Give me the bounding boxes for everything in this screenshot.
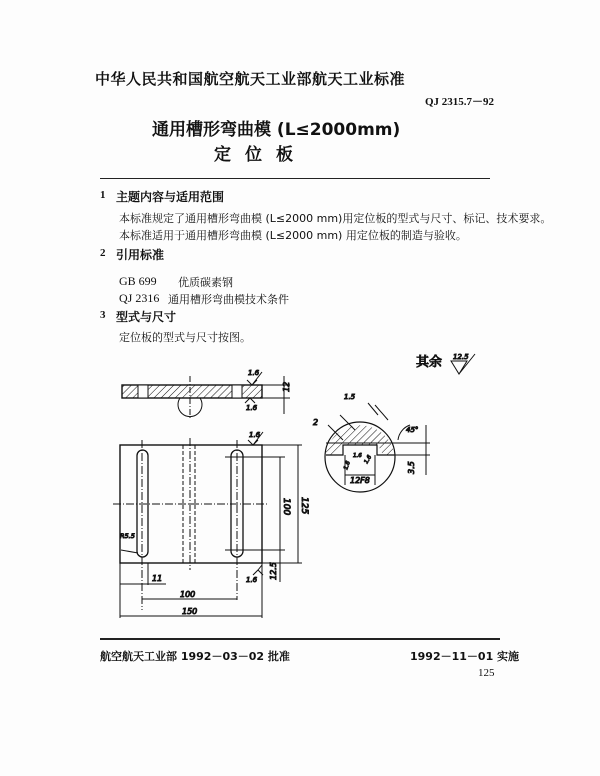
roughness-label: 1.6 xyxy=(246,404,258,412)
detail-fit: 12F8 xyxy=(350,476,370,485)
effective-date: 1992－11－01 实施 xyxy=(410,650,520,663)
roughness-label: 1.6 xyxy=(363,454,374,465)
document-subtitle: 定位板 xyxy=(214,145,307,165)
detail-view xyxy=(325,403,430,492)
dimension-125: 125 xyxy=(299,497,309,515)
dimension-12-5: 12.5 xyxy=(269,562,278,580)
detail-dimension-3-5: 3.5 xyxy=(407,461,416,474)
detail-angle: 45° xyxy=(406,426,419,434)
front-view xyxy=(113,432,302,618)
roughness-label: 1.6 xyxy=(246,576,258,584)
reference-code: QJ 2316 xyxy=(119,291,160,305)
paragraph: 本标准适用于通用槽形弯曲模 (L≤2000 mm) 用定位板的制造与验收。 xyxy=(119,229,467,242)
reference-title: 通用槽形弯曲模技术条件 xyxy=(168,293,289,306)
section-number: 1 xyxy=(100,189,106,201)
dimension-slot-width: 11 xyxy=(152,574,163,583)
dimension-width: 150 xyxy=(182,607,198,616)
dimension-radius: R5.5 xyxy=(120,532,135,540)
roughness-label: 1.6 xyxy=(343,460,352,471)
document-title: 通用槽形弯曲模 (L≤2000mm) xyxy=(152,120,401,140)
dimension-thickness: 12 xyxy=(282,381,291,392)
section-heading: 主题内容与适用范围 xyxy=(116,190,225,204)
approval-info: 航空航天工业部 1992－03－02 批准 xyxy=(100,650,290,663)
paragraph: 本标准规定了通用槽形弯曲模 (L≤2000 mm)用定位板的型式与尺寸、标记、技术要求。 xyxy=(119,212,552,225)
reference-code: GB 699 xyxy=(119,274,157,288)
roughness-label: 1.6 xyxy=(353,453,362,459)
side-section-view xyxy=(122,372,290,418)
roughness-label: 1.6 xyxy=(248,369,260,377)
reference-title: 优质碳素钢 xyxy=(178,276,233,289)
footer-divider xyxy=(100,638,500,640)
section-heading: 型式与尺寸 xyxy=(116,310,177,324)
standard-code: QJ 2315.7－92 xyxy=(425,96,495,108)
issuer-heading: 中华人民共和国航空航天工业部航天工业标准 xyxy=(95,70,406,88)
section-number: 3 xyxy=(100,309,106,321)
detail-dimension-2: 2 xyxy=(313,418,319,427)
section-heading: 引用标准 xyxy=(116,248,165,262)
roughness-value: 12.5 xyxy=(453,353,469,361)
roughness-label: 1.6 xyxy=(249,431,261,439)
roughness-note: 其余 xyxy=(416,355,443,370)
detail-chamfer-1-5: 1.5 xyxy=(344,393,356,401)
paragraph: 定位板的型式与尺寸按图。 xyxy=(119,331,251,344)
section-number: 2 xyxy=(100,247,106,259)
page-number: 125 xyxy=(478,667,495,679)
dimension-100-vertical: 100 xyxy=(281,498,291,516)
dimension-slot-spacing: 100 xyxy=(180,590,196,599)
